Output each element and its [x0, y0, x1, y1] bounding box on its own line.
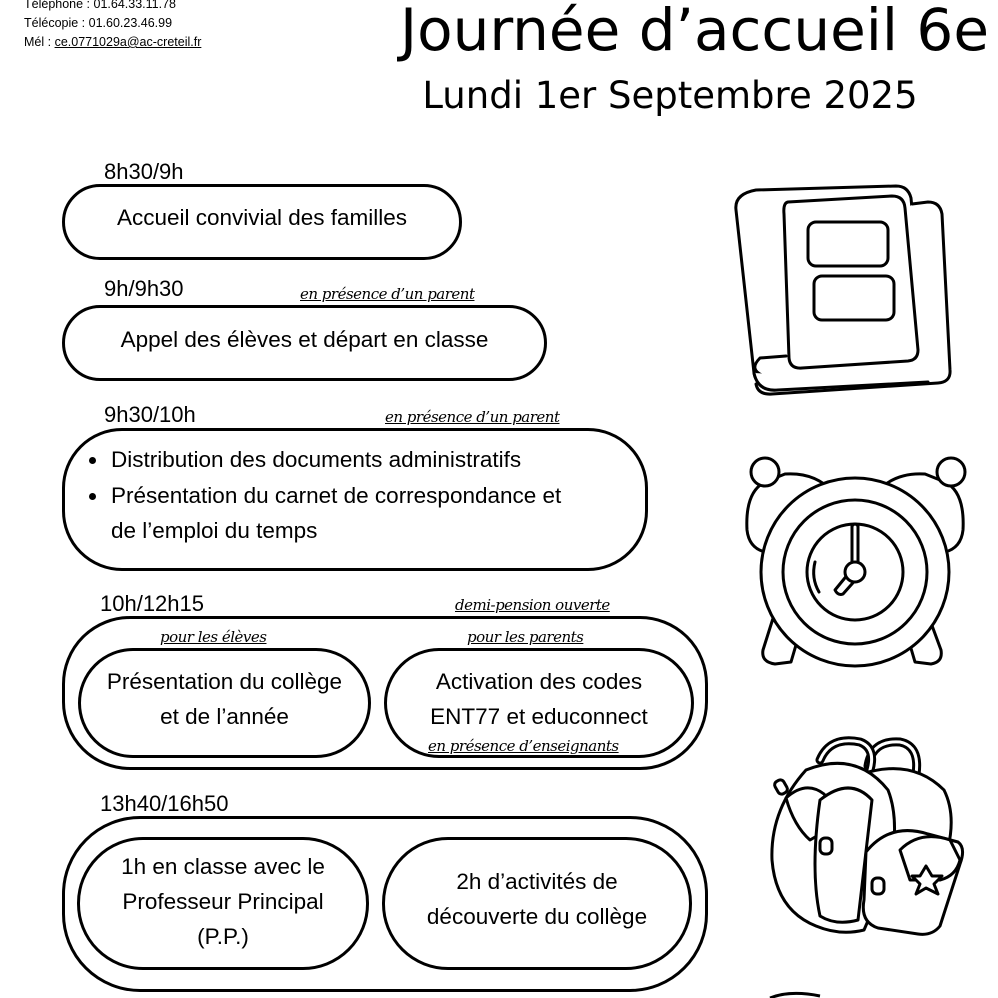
time-label-2: 9h/9h30	[104, 276, 184, 301]
partial-illustration	[760, 988, 840, 998]
contact-email-prefix: Mél :	[24, 35, 55, 49]
contact-phone: Téléphone : 01.64.33.11.78	[24, 0, 176, 11]
time-label-4: 10h/12h15	[100, 591, 204, 616]
time-label-3: 9h30/10h	[104, 402, 196, 427]
presentation-text: Présentation du collège et de l’année	[106, 669, 343, 729]
schedule-list-3	[65, 442, 645, 549]
presentation-box	[78, 648, 371, 758]
note-parents: pour les parents	[467, 628, 584, 646]
activation-text: Activation des codes ENT77 et educonnect	[430, 669, 648, 729]
schedule-text-2: Appel des élèves et départ en classe	[120, 326, 489, 352]
notebook-illustration	[728, 180, 958, 408]
activities-box	[382, 837, 692, 970]
note-half-board: demi-pension ouverte	[455, 596, 610, 614]
time-label-5: 13h40/16h50	[100, 791, 229, 816]
backpack-illustration	[760, 730, 970, 940]
schedule-box-2	[62, 305, 547, 381]
schedule-text-1: Accueil convivial des familles	[116, 204, 408, 230]
contact-email-link[interactable]: ce.0771029a@ac-creteil.fr	[54, 35, 202, 49]
schedule-box-3	[62, 428, 648, 571]
note-parent-2: en présence d’un parent	[385, 408, 560, 426]
page-title: Journée d’accueil 6e	[400, 0, 990, 64]
pp-text: 1h en classe avec le Professeur Principal (P.P.)	[121, 854, 325, 949]
time-label-1: 8h30/9h	[104, 159, 184, 184]
page-subtitle: Lundi 1er Septembre 2025	[422, 74, 918, 117]
note-students: pour les élèves	[160, 628, 267, 646]
note-teachers: en présence d’enseignants	[428, 737, 619, 755]
contact-fax: Télécopie : 01.60.23.46.99	[24, 16, 173, 30]
contact-email-line	[24, 33, 201, 51]
alarm-clock-illustration	[735, 452, 975, 674]
list-item: • Présentation du carnet de correspondance et de l’emploi du temps	[109, 478, 581, 549]
schedule-box-1	[62, 184, 462, 260]
list-item: • Distribution des documents administratifs	[109, 442, 645, 478]
note-parent-1: en présence d’un parent	[300, 285, 475, 303]
pp-box	[77, 837, 369, 970]
activities-text: 2h d’activités de découverte du collège	[426, 868, 648, 929]
